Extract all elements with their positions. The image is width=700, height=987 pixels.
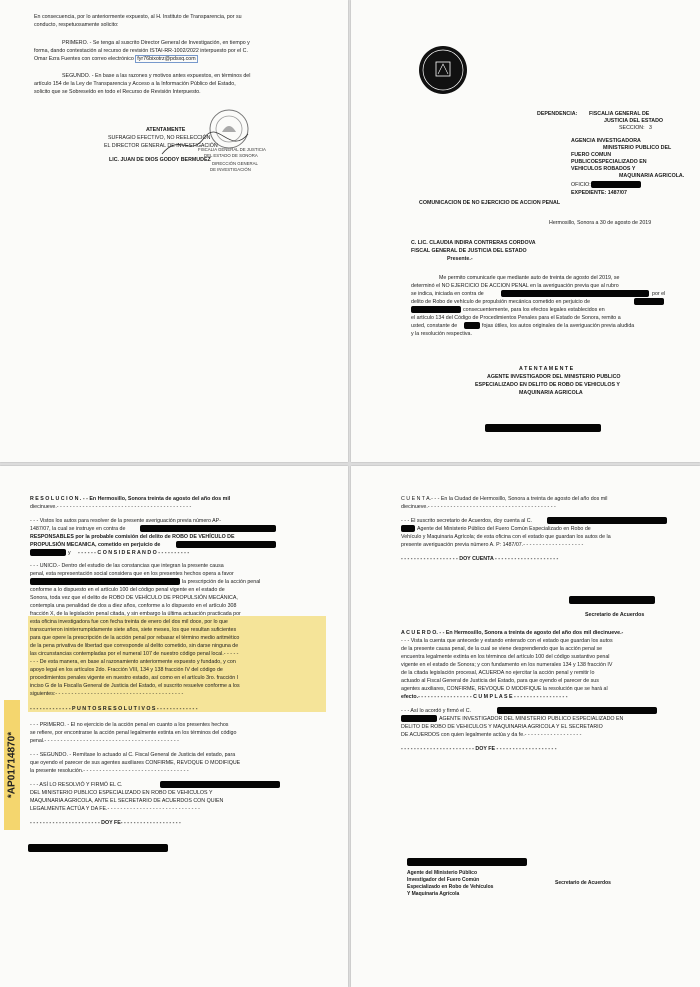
redaction-bar [407, 858, 527, 866]
text-line: de la citada legislación procesal, ACUERDA no ejercitar la acción penal y remitir lo [401, 670, 595, 676]
text-line: apoyo legal en los artículos 2do. Fracción VIII, 134 y 138 fracción IV del código de [30, 667, 223, 673]
text-line: PRIMERO. - Se tenga al suscrito Director General de Investigación, en tiempo y [62, 40, 250, 46]
text-line: - - - SEGUNDO. - Remítase lo actuado al C. Fiscal General de Justicia del estado, para [30, 752, 236, 758]
signer-title: Secretario de Acuerdos [555, 880, 611, 886]
text-line: Omar Ezra Fuentes con correo electrónico fyr76bixotrz@pdsxq.com [34, 56, 196, 62]
field-label: OFICIO: [571, 182, 591, 188]
text-line: encuentra legalmente extinta en los términos del artículo 100 del código sustantivo penal [401, 654, 610, 660]
text-line: contempla una penalidad de dos a diez años, conforme a lo dispuesto en el artículo 308 [30, 603, 237, 609]
redaction-bar [634, 298, 664, 305]
text-line: conducto, respetuosamente solicito: [34, 22, 119, 28]
expediente-number: EXPEDIENTE: 1487/07 [571, 190, 627, 196]
recipient-name: C. LIC. CLAUDIA INDIRA CONTRERAS CORDOVA [411, 240, 536, 246]
stamp-text: FISCALIA GENERAL DE JUSTICIA [198, 147, 266, 152]
signer-title: AGENTE INVESTIGADOR DEL MINISTERIO PUBLICO [487, 374, 621, 380]
page-1-letter-end [0, 0, 348, 462]
redaction-bar [30, 578, 180, 585]
text-line: siguientes:- - - - - - - - - - - - - - - - - - - - - - - - - - - - - - - - - - - - - - - - [30, 691, 184, 697]
text-line: SEGUNDO. - En base a las razones y motivos antes expuestos, en términos del [62, 73, 251, 79]
redaction-bar [497, 707, 657, 714]
text-line: diecinueve.- - - - - - - - - - - - - - - - - - - - - - - - - - - - - - - - - - - - - - - - [401, 504, 556, 510]
text-line: - - - Vista la cuenta que antecede y estando enterado con el estado que guardan los autos [401, 638, 613, 644]
body-line: y la resolución respectiva. [411, 331, 472, 337]
closing-text: SUFRAGIO EFECTIVO, NO REELECCIÓN [108, 135, 211, 141]
field-value: JUSTICIA DEL ESTADO [604, 118, 664, 124]
signer-title: Agente del Ministerio Público [407, 870, 478, 876]
text-line: penal.- - - - - - - - - - - - - - - - - - - - - - - - - - - - - - - - - - - - - - - - - - [30, 738, 179, 744]
text-line: actuado al Fiscal General de Justicia del Estado, para que oyendo el parecer de sus [401, 678, 599, 684]
text-line: para que opere la prescripción de la acción penal por rebasar el término medio aritmético [30, 635, 240, 641]
text-line: DELITO DE ROBO DE VEHICULOS Y MAQUINARIA AGRICOLA Y EL SECRETARIO [401, 724, 603, 730]
body-line: fojas útiles, los autos originales de la averiguación previa aludida [482, 323, 635, 329]
body-line: consecuentemente, para los efectos legales establecidos en [463, 307, 605, 313]
redaction-bar [569, 596, 655, 604]
text-line: - - - ASÍ LO RESOLVIÓ Y FIRMÓ EL C. [30, 782, 123, 788]
text-line: fracción X, de la legislación penal citada, y sin embargo la última actuación practicada por [30, 611, 241, 617]
agency-line: VEHICULOS ROBADOS Y [571, 166, 636, 172]
text-line: agentes auxiliares, CONFIRME, REVOQUE O MODIFIQUE la resolución que se hará al [401, 686, 608, 692]
text-line: forma, dando contestación al recurso de revisión ISTAI-RR-1002/2022 interpuesto por el C. [34, 48, 248, 54]
redaction-bar [501, 290, 649, 297]
closing-text: A T E N T A M E N T E [519, 366, 574, 372]
body-line: determinó el NO EJERCICIO DE ACCION PENAL en la averiguación previa que al rubro [411, 283, 619, 289]
redaction-bar [485, 424, 601, 432]
stamp-text: DIRECCIÓN GENERAL [212, 161, 258, 166]
field-value: 3 [649, 125, 652, 131]
text-line: PROPULSIÓN MECANICA, cometido en perjuicio de [30, 542, 161, 548]
text-line: - - - De esta manera, en base al razonamiento anteriormente expuesto y fundado, y con [30, 659, 236, 665]
text-line: - - - UNICO.- Dentro del estudio de las constancias que integran la presente causa [30, 563, 224, 569]
text-line: y [68, 550, 71, 556]
redaction-bar [591, 181, 641, 188]
page-3-resolution [0, 466, 348, 987]
text-line: Vehículo y Maquinaria Agrícola; de esta oficina con el estado que guardan los autos de la [401, 534, 611, 540]
text-line: conforme a lo dispuesto en el artículo 100 del código penal vigente en el estado de [30, 587, 225, 593]
text-line: inciso G de la Fiscalía General de Justicia del Estado, el suscrito resuelve conforme a los [30, 683, 240, 689]
signer-title: MAQUINARIA AGRICOLA [519, 390, 583, 396]
document-date: Hermosillo, Sonora a 30 de agosto de 2019 [549, 220, 652, 226]
body-line: por el [652, 291, 666, 297]
text-line: 1487/07, la cual se instruye en contra de [30, 526, 126, 532]
redaction-bar [411, 306, 461, 313]
text-line: artículo 154 de la Ley de Transparencia y Acceso a la Información Público del Estado, [34, 81, 236, 87]
redaction-bar [160, 781, 280, 788]
redaction-bar [464, 322, 480, 329]
text-line: C U E N T A.- - - En la Ciudad de Hermosillo, Sonora a treinta de agosto del año dos mil [401, 496, 608, 502]
text-line: RESPONSABLES por la probable comisión del delito de ROBO DE VEHÍCULO DE [30, 534, 235, 540]
text-line: Agente del Ministerio Público del Fuero Común Especializado en Robo de [417, 526, 591, 532]
redaction-bar [30, 549, 66, 556]
text-line: R E S O L U C I O N . - - En Hermosillo, Sonora treinta de agosto del año dos mil [30, 496, 231, 502]
text-line: esta oficina investigadora fue con fecha treinta de enero del dos mil doce, por lo que [30, 619, 228, 625]
redaction-bar [401, 525, 415, 532]
text-line: presente averiguación previa número A. P: 1487/07.- - - - - - - - - - - - - - - - - - - [401, 542, 584, 548]
file-number-stamp: *AP01714870* [4, 700, 20, 830]
stamp-text: DE INVESTIGACIÓN [210, 167, 251, 172]
text-line: - - - El suscrito secretario de Acuerdos, doy cuenta al C. [401, 518, 533, 524]
text-line: solicito que se Sobreseído en todo el Recurso de Revisión Interpuesto. [34, 89, 201, 95]
redaction-bar [28, 844, 168, 852]
signature-scribble [160, 128, 250, 160]
signer-title: Especializado en Robo de Vehículos [407, 884, 494, 890]
text-line: la prescripción de la acción penal [182, 579, 261, 585]
agency-line: MINISTERIO PUBLICO DEL [603, 145, 672, 151]
text-line: efecto.- - - - - - - - - - - - - - - - - C U M P L A S E - - - - - - - - - - - - - - - - - [401, 694, 568, 700]
field-label: SECCION: [619, 125, 645, 131]
agency-line: PUBLICOESPECIALIZADO EN [571, 159, 647, 165]
signer-title: Y Maquinaria Agrícola [407, 891, 460, 897]
text-line: la presente resolución.- - - - - - - - - - - - - - - - - - - - - - - - - - - - - - - - - [30, 768, 189, 774]
agency-line: MAQUINARIA AGRICOLA. [619, 173, 685, 179]
text-line: AGENTE INVESTIGADOR DEL MINISTERIO PUBLICO ESPECIALIZADO EN [439, 716, 624, 722]
text-line: que oyendo el parecer de sus agentes auxiliares CONFIRME, REVOQUE O MODIFIQUE [30, 760, 241, 766]
text-line: - - - - - - - - - - - - - - - - - - - - - - DOY FE- - - - - - - - - - - - - - - - - - - [30, 820, 181, 826]
text-line: de la presente causa penal, de la cual se viene desprendiendo que la acción penal se [401, 646, 603, 652]
text-line: Sonora, toda vez que el delito de ROBO DE VEHÍCULO DE PROPULSIÓN MECÁNICA, [30, 595, 238, 601]
institution-logo-icon [419, 46, 467, 94]
text-line: diecinueve.- - - - - - - - - - - - - - - - - - - - - - - - - - - - - - - - - - - - - - - - - - [30, 504, 192, 510]
body-line: delito de Robo de vehículo de propulsión mecánica cometido en perjuicio de [411, 299, 591, 305]
redaction-bar [176, 541, 276, 548]
email-address: fyr76bixotrz@pdsxq.com [137, 56, 196, 62]
page-2-notice [351, 0, 700, 462]
stamp-text: DEL ESTADO DE SONORA [204, 153, 258, 158]
redaction-bar [547, 517, 667, 524]
field-value: FISCALIA GENERAL DE [589, 111, 650, 117]
recipient-present: Presente.- [447, 256, 473, 262]
body-line: Me permito comunicarle que mediante auto de treinta de agosto del 2019, se [439, 275, 620, 281]
text-line: se refiere, por encontrarse la acción penal legalmente extinta en los términos del código [30, 730, 237, 736]
body-line: se indica, iniciada en contra de [411, 291, 484, 297]
body-line: usted, constante de [411, 323, 458, 329]
signer-title: ESPECIALIZADO EN DELITO DE ROBO DE VEHICULOS Y [475, 382, 620, 388]
agency-line: AGENCIA INVESTIGADORA [571, 138, 641, 144]
text-line: - - - PRIMERO. - El no ejercicio de la acción penal en cuanto a los presentes hechos [30, 722, 229, 728]
section-heading: - - - - - - - - - - - - - P U N T O S R E S O L U T I V O S - - - - - - - - - - - - - [30, 706, 198, 712]
text-line: LEGALMENTE ACTÚA Y DA FE.- - - - - - - - - - - - - - - - - - - - - - - - - - - - - [30, 806, 200, 812]
text-line: - - - - - - - - - - - - - - - - - - - - - - - DOY FE - - - - - - - - - - - - - - - - - - - [401, 746, 557, 752]
signer-title: EL DIRECTOR GENERAL DE INVESTIGACIÓN [104, 143, 218, 149]
recipient-title: FISCAL GENERAL DE JUSTICIA DEL ESTADO [411, 248, 527, 254]
page-4-agreement [351, 466, 700, 987]
field-label: DEPENDENCIA: [537, 111, 578, 117]
text-line: procedimientos penales vigente en nuestro estado, así como en el artículo 3ro. fracción I [30, 675, 239, 681]
text-line: - - - Vistos los autos para resolver de la presente averiguación previa número AP- [30, 518, 221, 524]
closing-text: ATENTAMENTE [146, 127, 186, 133]
document-title: COMUNICACION DE NO EJERCICIO DE ACCION PENAL [419, 200, 561, 206]
text-line: A C U E R D O. - - En Hermosillo, Sonora a treinta de agosto del año dos mil diecinueve.- [401, 630, 624, 636]
text-line: DEL MINISTERIO PUBLICO ESPECIALIZADO EN ROBO DE VEHICULOS Y [30, 790, 213, 796]
signer-name: LIC. JUAN DE DIOS GODOY BERMUDEZ [109, 157, 211, 163]
text-line: - - - Así lo acordó y firmó el C. [401, 708, 472, 714]
text-line: vigente en el estado de Sonora; y con fundamento en los numerales 134 y 138 fracción IV [401, 662, 613, 668]
section-heading: - - - - - - C O N S I D E R A N D O - - - - - - - - - - [78, 550, 190, 556]
signer-title: Secretario de Acuerdos [585, 612, 645, 618]
text-line: DE ACUERDOS con quien legalmente actúa y da fe.- - - - - - - - - - - - - - - - - - [401, 732, 582, 738]
signer-title: Investigador del Fuero Común [407, 877, 480, 883]
text-line: transcurrieron ininterrumpidamente siete años, siete meses, los que resultan suficientes [30, 627, 237, 633]
section-heading: - - - - - - - - - - - - - - - - - - DOY CUENTA - - - - - - - - - - - - - - - - - - - - [401, 556, 559, 562]
agency-line: FUERO COMUN [571, 152, 612, 158]
text-line: MAQUINARIA AGRICOLA, ANTE EL SECRETARIO DE ACUERDOS CON QUIEN [30, 798, 224, 804]
redaction-bar [401, 715, 437, 722]
body-line: el artículo 134 del Código de Procedimientos Penales para el Estado de Sonora, remito a [411, 315, 621, 321]
redaction-bar [140, 525, 276, 532]
text-line: En consecuencia, por lo anteriormente expuesto, al H. Instituto de Transparencia, por su [34, 14, 242, 20]
text-line: de la pena privativa de libertad que corresponde al delito cometido, sin darse ninguna de [30, 643, 239, 649]
text-line: penal, esta representación social considera que en los presentes hechos opera a favor [30, 571, 234, 577]
text-line: las circunstancias contempladas por el numeral 107 de nuestro código penal local.- - - - - [30, 651, 239, 657]
